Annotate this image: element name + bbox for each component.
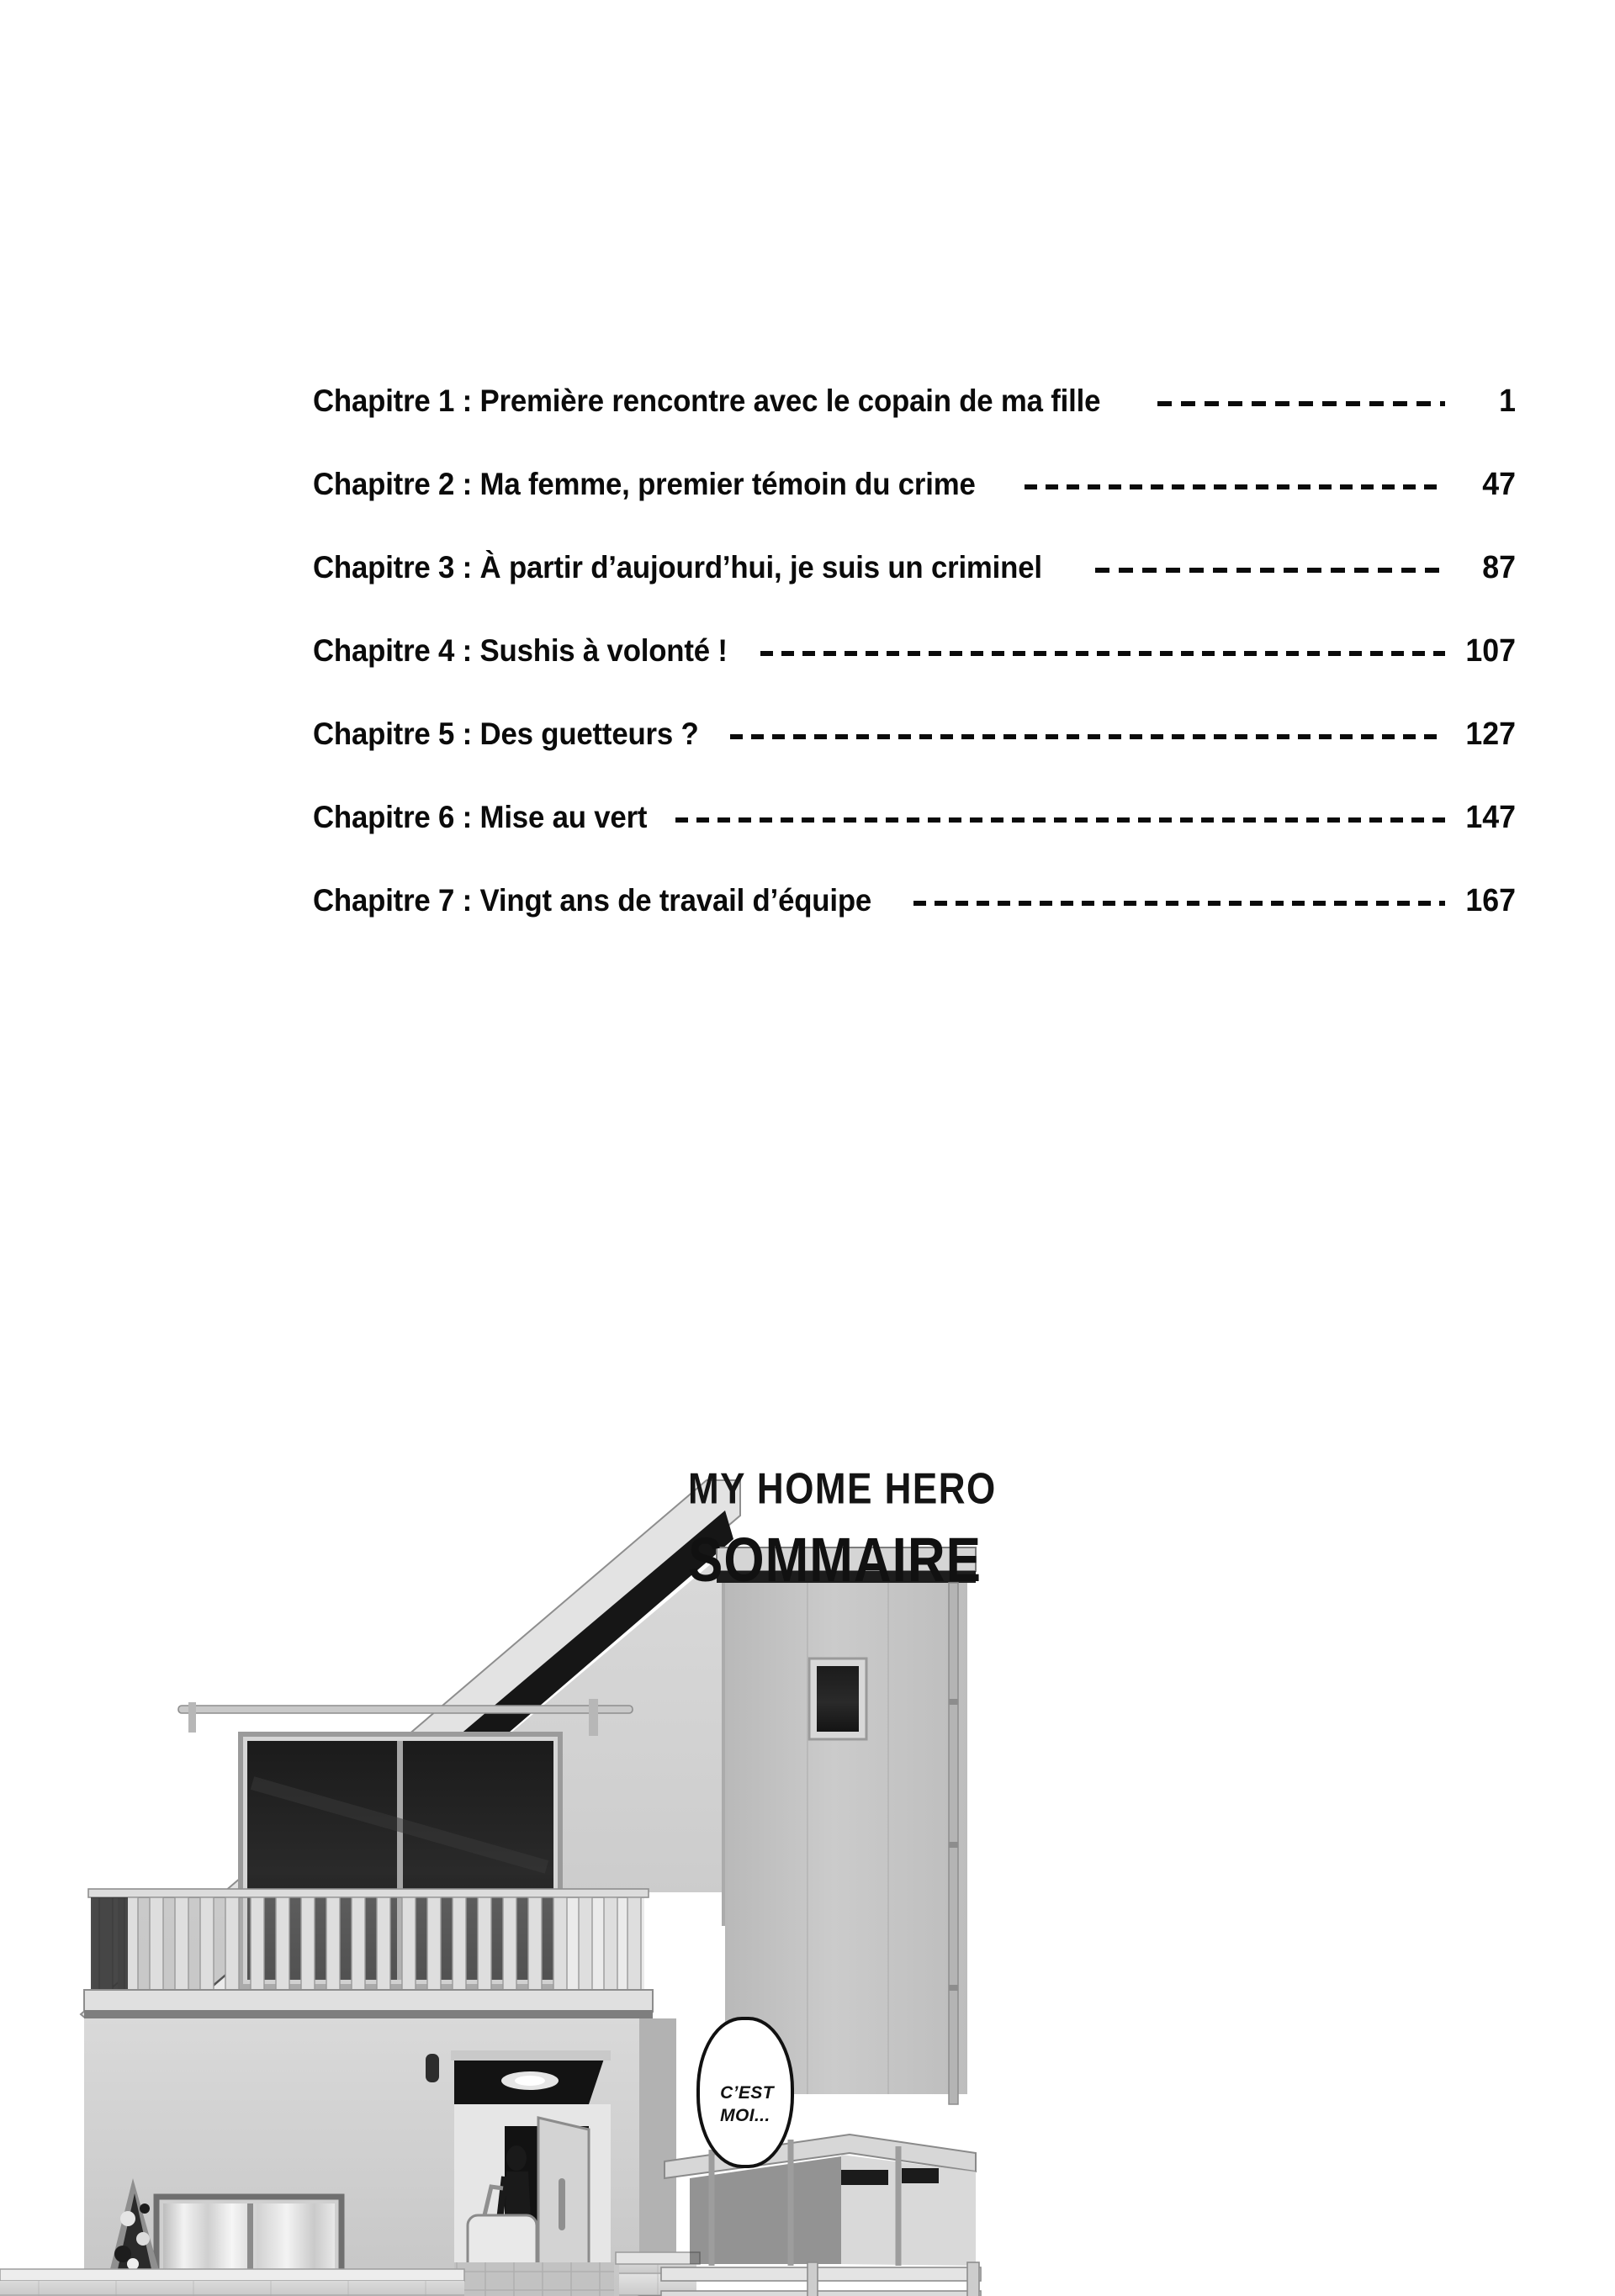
toc-entry-page: 167 bbox=[1465, 883, 1516, 918]
speech-bubble bbox=[696, 2017, 794, 2168]
door-handle bbox=[559, 2178, 565, 2230]
toc-entry-title: Chapitre 1 : Première rencontre avec le copain de ma fille bbox=[313, 384, 1101, 418]
speech-bubble-text bbox=[717, 2057, 774, 2128]
brick-wall bbox=[0, 2269, 464, 2296]
toc-entry[interactable] bbox=[313, 630, 1516, 713]
toc-entry[interactable] bbox=[313, 880, 1516, 963]
toc-leader-dots bbox=[1025, 463, 1445, 495]
toc-entry-page: 147 bbox=[1465, 800, 1516, 835]
title-block bbox=[688, 1464, 1083, 1595]
table-of-contents bbox=[313, 380, 1516, 963]
speech-bubble-line-1: C’EST bbox=[720, 2083, 774, 2103]
toc-leader-dots bbox=[913, 880, 1445, 911]
toc-entry[interactable] bbox=[313, 713, 1516, 796]
toc-entry[interactable] bbox=[313, 796, 1516, 880]
toc-entry-page: 127 bbox=[1465, 717, 1516, 752]
toc-leader-dots bbox=[760, 630, 1445, 661]
wing-window-glass bbox=[817, 1666, 859, 1732]
slat-fence bbox=[661, 2262, 981, 2296]
intercom-icon bbox=[426, 2054, 439, 2082]
toc-entry-title: Chapitre 5 : Des guetteurs ? bbox=[313, 717, 699, 751]
toc-entry-title: Chapitre 3 : À partir d’aujourd’hui, je suis un criminel bbox=[313, 550, 1042, 585]
series-title: MY HOME HERO bbox=[688, 1464, 997, 1514]
toc-entry-title: Chapitre 2 : Ma femme, premier témoin du crime bbox=[313, 467, 976, 501]
toc-entry[interactable] bbox=[313, 380, 1516, 463]
toc-entry-page: 1 bbox=[1499, 384, 1516, 419]
toc-entry-title: Chapitre 6 : Mise au vert bbox=[313, 800, 648, 834]
toc-leader-dots bbox=[730, 713, 1445, 744]
toc-leader-dots bbox=[675, 796, 1445, 828]
toc-entry-page: 87 bbox=[1482, 550, 1516, 585]
toc-entry-title: Chapitre 7 : Vingt ans de travail d’équipe bbox=[313, 883, 872, 918]
toc-entry-title: Chapitre 4 : Sushis à volonté ! bbox=[313, 633, 728, 668]
toc-entry[interactable] bbox=[313, 547, 1516, 630]
toc-leader-dots bbox=[1095, 547, 1445, 578]
section-title: SOMMAIRE bbox=[688, 1526, 982, 1595]
toc-entry-page: 107 bbox=[1465, 633, 1516, 669]
speech-bubble-line-2: MOI... bbox=[720, 2106, 770, 2125]
toc-leader-dots bbox=[1157, 380, 1445, 411]
toc-entry-page: 47 bbox=[1482, 467, 1516, 502]
toc-entry[interactable] bbox=[313, 463, 1516, 547]
